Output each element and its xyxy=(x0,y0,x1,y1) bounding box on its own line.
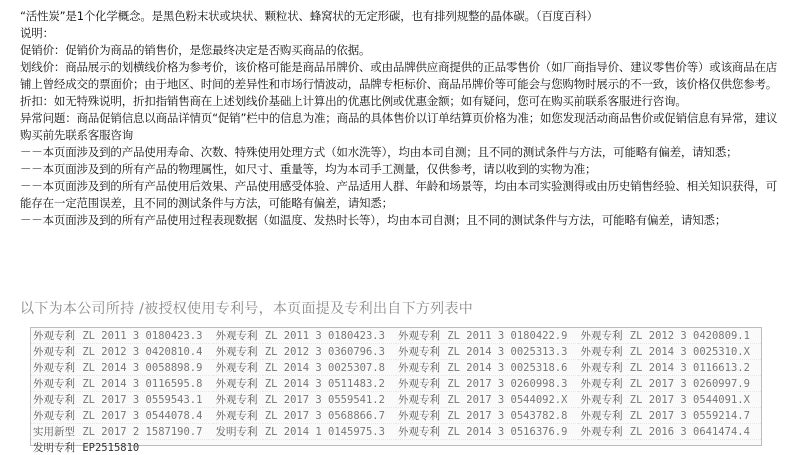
physical-attributes-disclaimer: －－本页面涉及到的所有产品的物理属性，如尺寸、重量等，均为本司手工测量，仅供参考，请以收到的实物为准； xyxy=(20,161,780,178)
patent-type: 外观专利 xyxy=(396,360,445,376)
patent-number: ZL 2014 3 0516376.9 xyxy=(445,424,578,440)
patent-number: ZL 2012 3 0420809.1 xyxy=(628,328,761,344)
patent-table xyxy=(31,328,761,455)
lifespan-disclaimer: －－本页面涉及到的产品使用寿命、次数、特殊使用处理方式（如水洗等），均由本司自测；且不同的测试条件与方法，可能略有偏差，请知悉； xyxy=(20,144,780,161)
patent-number: ZL 2014 3 0025310.X xyxy=(628,344,761,360)
patent-row xyxy=(31,376,761,392)
patent-number: ZL 2011 3 0180423.3 xyxy=(263,328,396,344)
patent-number: ZL 2017 3 0559543.1 xyxy=(80,392,213,408)
patent-type: 外观专利 xyxy=(396,424,445,440)
product-notice xyxy=(20,8,780,229)
reference-price-note: 划线价：商品展示的划横线价格为参考价，该价格可能是商品吊牌价、或由品牌供应商提供的正品零售价（如厂商指导价、建议零售价等）或该商品在店铺上曾经成交的票面价；由于地区、时间的差异性和市场行情波动，品牌专柜标价、商品吊牌价等可能会与您购物时展示的不一致，该价格仅供您参考。 xyxy=(20,59,780,93)
patent-list-image xyxy=(30,327,762,446)
patent-number: ZL 2017 3 0543782.8 xyxy=(445,408,578,424)
patent-row xyxy=(31,392,761,408)
patent-type: 外观专利 xyxy=(396,392,445,408)
patent-row xyxy=(31,328,761,344)
patent-number: ZL 2017 3 0568866.7 xyxy=(263,408,396,424)
patent-number: ZL 2017 3 0559541.2 xyxy=(263,392,396,408)
notice-heading: 说明： xyxy=(20,25,780,42)
patent-type: 外观专利 xyxy=(578,328,627,344)
patent-number: ZL 2012 3 0420810.4 xyxy=(80,344,213,360)
patent-number: ZL 2014 3 0116595.8 xyxy=(80,376,213,392)
patent-number: ZL 2014 3 0025318.6 xyxy=(445,360,578,376)
patent-number: ZL 2014 3 0511483.2 xyxy=(263,376,396,392)
patent-number: ZL 2017 2 1587190.7 xyxy=(80,424,213,440)
patent-number: ZL 2017 3 0544078.4 xyxy=(80,408,213,424)
patent-type: 发明专利 xyxy=(213,424,262,440)
patent-number: ZL 2014 3 0058898.9 xyxy=(80,360,213,376)
patent-number: ZL 2017 3 0544092.X xyxy=(445,392,578,408)
patent-type: 实用新型 xyxy=(31,424,80,440)
patent-row xyxy=(31,344,761,360)
patent-type: 外观专利 xyxy=(578,376,627,392)
patent-type: 外观专利 xyxy=(213,344,262,360)
performance-data-disclaimer: －－本页面涉及到的所有产品使用过程表现数据（如温度、发热时长等），均由本司自测；且不同的测试条件与方法，可能略有偏差，请知悉； xyxy=(20,212,780,229)
patent-type: 外观专利 xyxy=(31,392,80,408)
patent-number: EP2515810 xyxy=(80,440,761,455)
patent-number: ZL 2017 3 0544091.X xyxy=(628,392,761,408)
patent-row xyxy=(31,440,761,455)
patent-number: ZL 2014 3 0025307.8 xyxy=(263,360,396,376)
patent-type: 外观专利 xyxy=(396,328,445,344)
patent-type: 外观专利 xyxy=(578,392,627,408)
patent-number: ZL 2011 3 0180422.9 xyxy=(445,328,578,344)
patent-list-title: 以下为本公司所持 /被授权使用专利号，本页面提及专利出自下方列表中 xyxy=(20,298,473,318)
patent-type: 外观专利 xyxy=(213,360,262,376)
patent-number: ZL 2012 3 0360796.3 xyxy=(263,344,396,360)
patent-type: 发明专利 xyxy=(31,440,80,455)
patent-table-body xyxy=(31,328,761,455)
patent-number: ZL 2017 3 0260998.3 xyxy=(445,376,578,392)
activated-carbon-definition: “活性炭”是1个化学概念。是黑色粉末状或块状、颗粒状、蜂窝状的无定形碳，也有排列规整的晶体碳。（百度百科） xyxy=(20,8,780,25)
promo-price-note: 促销价：促销价为商品的销售价，是您最终决定是否购买商品的依据。 xyxy=(20,42,780,59)
patent-type: 外观专利 xyxy=(213,376,262,392)
patent-type: 外观专利 xyxy=(31,376,80,392)
patent-number: ZL 2017 3 0559214.7 xyxy=(628,408,761,424)
patent-type: 外观专利 xyxy=(578,344,627,360)
patent-type: 外观专利 xyxy=(578,408,627,424)
patent-type: 外观专利 xyxy=(31,328,80,344)
patent-type: 外观专利 xyxy=(396,408,445,424)
patent-row xyxy=(31,424,761,440)
patent-type: 外观专利 xyxy=(31,408,80,424)
patent-type: 外观专利 xyxy=(578,424,627,440)
patent-number: ZL 2014 3 0116613.2 xyxy=(628,360,761,376)
patent-type: 外观专利 xyxy=(578,360,627,376)
patent-type: 外观专利 xyxy=(396,376,445,392)
patent-type: 外观专利 xyxy=(31,344,80,360)
patent-number: ZL 2016 3 0641474.4 xyxy=(628,424,761,440)
patent-type: 外观专利 xyxy=(213,408,262,424)
patent-number: ZL 2017 3 0260997.9 xyxy=(628,376,761,392)
exception-note: 异常问题：商品促销信息以商品详情页“促销”栏中的信息为准；商品的具体售价以订单结算页价格为准；如您发现活动商品售价或促销信息有异常，建议购买前先联系客服咨询 xyxy=(20,110,780,144)
patent-number: ZL 2014 1 0145975.3 xyxy=(263,424,396,440)
patent-type: 外观专利 xyxy=(213,328,262,344)
patent-type: 外观专利 xyxy=(213,392,262,408)
patent-row xyxy=(31,408,761,424)
discount-note: 折扣：如无特殊说明，折扣指销售商在上述划线价基础上计算出的优惠比例或优惠金额；如有疑问，您可在购买前联系客服进行咨询。 xyxy=(20,93,780,110)
effect-disclaimer: －－本页面涉及到的所有产品使用后效果、产品使用感受体验、产品适用人群、年龄和场景等，均由本司实验测得或由历史销售经验、相关知识获得，可能存在一定范围误差，且不同的测试条件与方法，可能略有偏差，请知悉； xyxy=(20,178,780,212)
patent-type: 外观专利 xyxy=(31,360,80,376)
patent-number: ZL 2011 3 0180423.3 xyxy=(80,328,213,344)
patent-row xyxy=(31,360,761,376)
patent-number: ZL 2014 3 0025313.3 xyxy=(445,344,578,360)
patent-type: 外观专利 xyxy=(396,344,445,360)
